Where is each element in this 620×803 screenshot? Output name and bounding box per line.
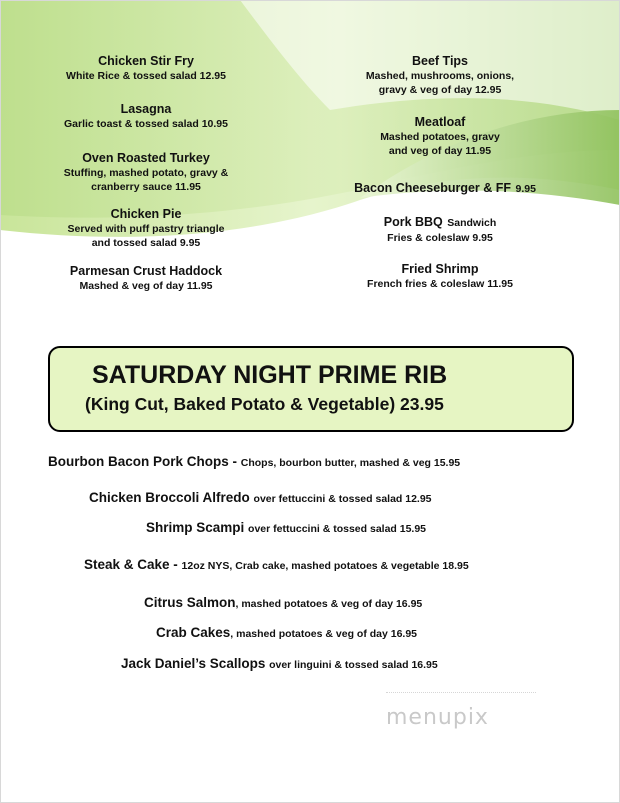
special-desc: Chops, bourbon butter, mashed & veg 15.95 bbox=[240, 457, 461, 469]
item-desc: Garlic toast & tossed salad 10.95 bbox=[64, 118, 228, 130]
menu-item-meatloaf bbox=[330, 115, 550, 158]
menu-item-chicken-pie bbox=[26, 207, 266, 250]
special-name: Jack Daniel’s Scallops bbox=[121, 656, 270, 671]
item-desc: gravy & veg of day 12.95 bbox=[378, 84, 502, 96]
menu-item-bacon-cheeseburger bbox=[330, 179, 560, 197]
special-name: Crab Cakes bbox=[156, 625, 231, 640]
banner-subtitle: (King Cut, Baked Potato & Vegetable) 23.95 bbox=[85, 394, 444, 414]
special-crab-cakes bbox=[156, 624, 417, 642]
special-shrimp-scampi bbox=[146, 519, 426, 537]
item-name: Parmesan Crust Haddock bbox=[69, 264, 223, 278]
item-name: Chicken Pie bbox=[110, 207, 182, 221]
prime-rib-banner bbox=[48, 346, 574, 432]
special-desc: over fettuccini & tossed salad 15.95 bbox=[248, 523, 427, 535]
menu-item-oven-roasted-turkey bbox=[26, 151, 266, 194]
special-steak-and-cake bbox=[84, 556, 469, 574]
item-name: Oven Roasted Turkey bbox=[82, 151, 210, 165]
special-desc: , mashed potatoes & veg of day 16.95 bbox=[235, 598, 423, 610]
item-name: Lasagna bbox=[120, 102, 172, 116]
menu-item-parmesan-crust-haddock bbox=[26, 264, 266, 293]
item-name: Meatloaf bbox=[414, 115, 466, 129]
item-name-suffix: Sandwich bbox=[447, 217, 497, 229]
special-name: Citrus Salmon bbox=[144, 595, 236, 610]
banner-title: SATURDAY NIGHT PRIME RIB bbox=[92, 361, 448, 389]
menu-item-pork-bbq bbox=[330, 213, 550, 245]
menu-item-lasagna bbox=[26, 102, 266, 131]
special-desc: over linguini & tossed salad 16.95 bbox=[269, 659, 438, 671]
item-desc: Served with puff pastry triangle bbox=[67, 223, 225, 235]
special-desc: over fettuccini & tossed salad 12.95 bbox=[253, 493, 432, 505]
special-desc: , mashed potatoes & veg of day 16.95 bbox=[230, 628, 418, 640]
special-citrus-salmon bbox=[144, 594, 422, 612]
item-price: 9.95 bbox=[515, 183, 536, 195]
special-chicken-broccoli-alfredo bbox=[89, 489, 432, 507]
item-desc: White Rice & tossed salad 12.95 bbox=[66, 70, 226, 82]
menupix-watermark: menupix bbox=[386, 705, 489, 730]
special-jack-daniels-scallops bbox=[121, 655, 438, 673]
special-name: Bourbon Bacon Pork Chops - bbox=[48, 454, 241, 469]
menu-item-fried-shrimp bbox=[330, 262, 550, 291]
item-name: Fried Shrimp bbox=[401, 262, 479, 276]
special-name: Steak & Cake - bbox=[84, 557, 182, 572]
item-desc: Mashed, mushrooms, onions, bbox=[365, 70, 515, 82]
item-name: Chicken Stir Fry bbox=[98, 54, 194, 68]
item-name: Pork BBQ bbox=[383, 215, 443, 229]
special-bourbon-bacon-pork-chops bbox=[48, 453, 460, 471]
item-desc: Mashed potatoes, gravy bbox=[380, 131, 500, 143]
item-desc: and veg of day 11.95 bbox=[388, 145, 492, 157]
watermark-rule bbox=[386, 692, 536, 693]
menu-item-chicken-stir-fry bbox=[26, 54, 266, 83]
item-desc: Mashed & veg of day 11.95 bbox=[79, 280, 213, 292]
item-desc: Fries & coleslaw 9.95 bbox=[387, 232, 493, 244]
item-desc: and tossed salad 9.95 bbox=[91, 237, 201, 249]
item-desc: French fries & coleslaw 11.95 bbox=[367, 278, 513, 290]
item-name: Bacon Cheeseburger & FF bbox=[354, 181, 512, 195]
menu-item-beef-tips bbox=[330, 54, 550, 97]
item-desc: Stuffing, mashed potato, gravy & bbox=[63, 167, 229, 179]
special-name: Shrimp Scampi bbox=[146, 520, 249, 535]
special-name: Chicken Broccoli Alfredo bbox=[89, 490, 254, 505]
item-desc: cranberry sauce 11.95 bbox=[91, 181, 201, 193]
item-name: Beef Tips bbox=[411, 54, 469, 68]
special-desc: 12oz NYS, Crab cake, mashed potatoes & vegetable 18.95 bbox=[181, 560, 469, 572]
